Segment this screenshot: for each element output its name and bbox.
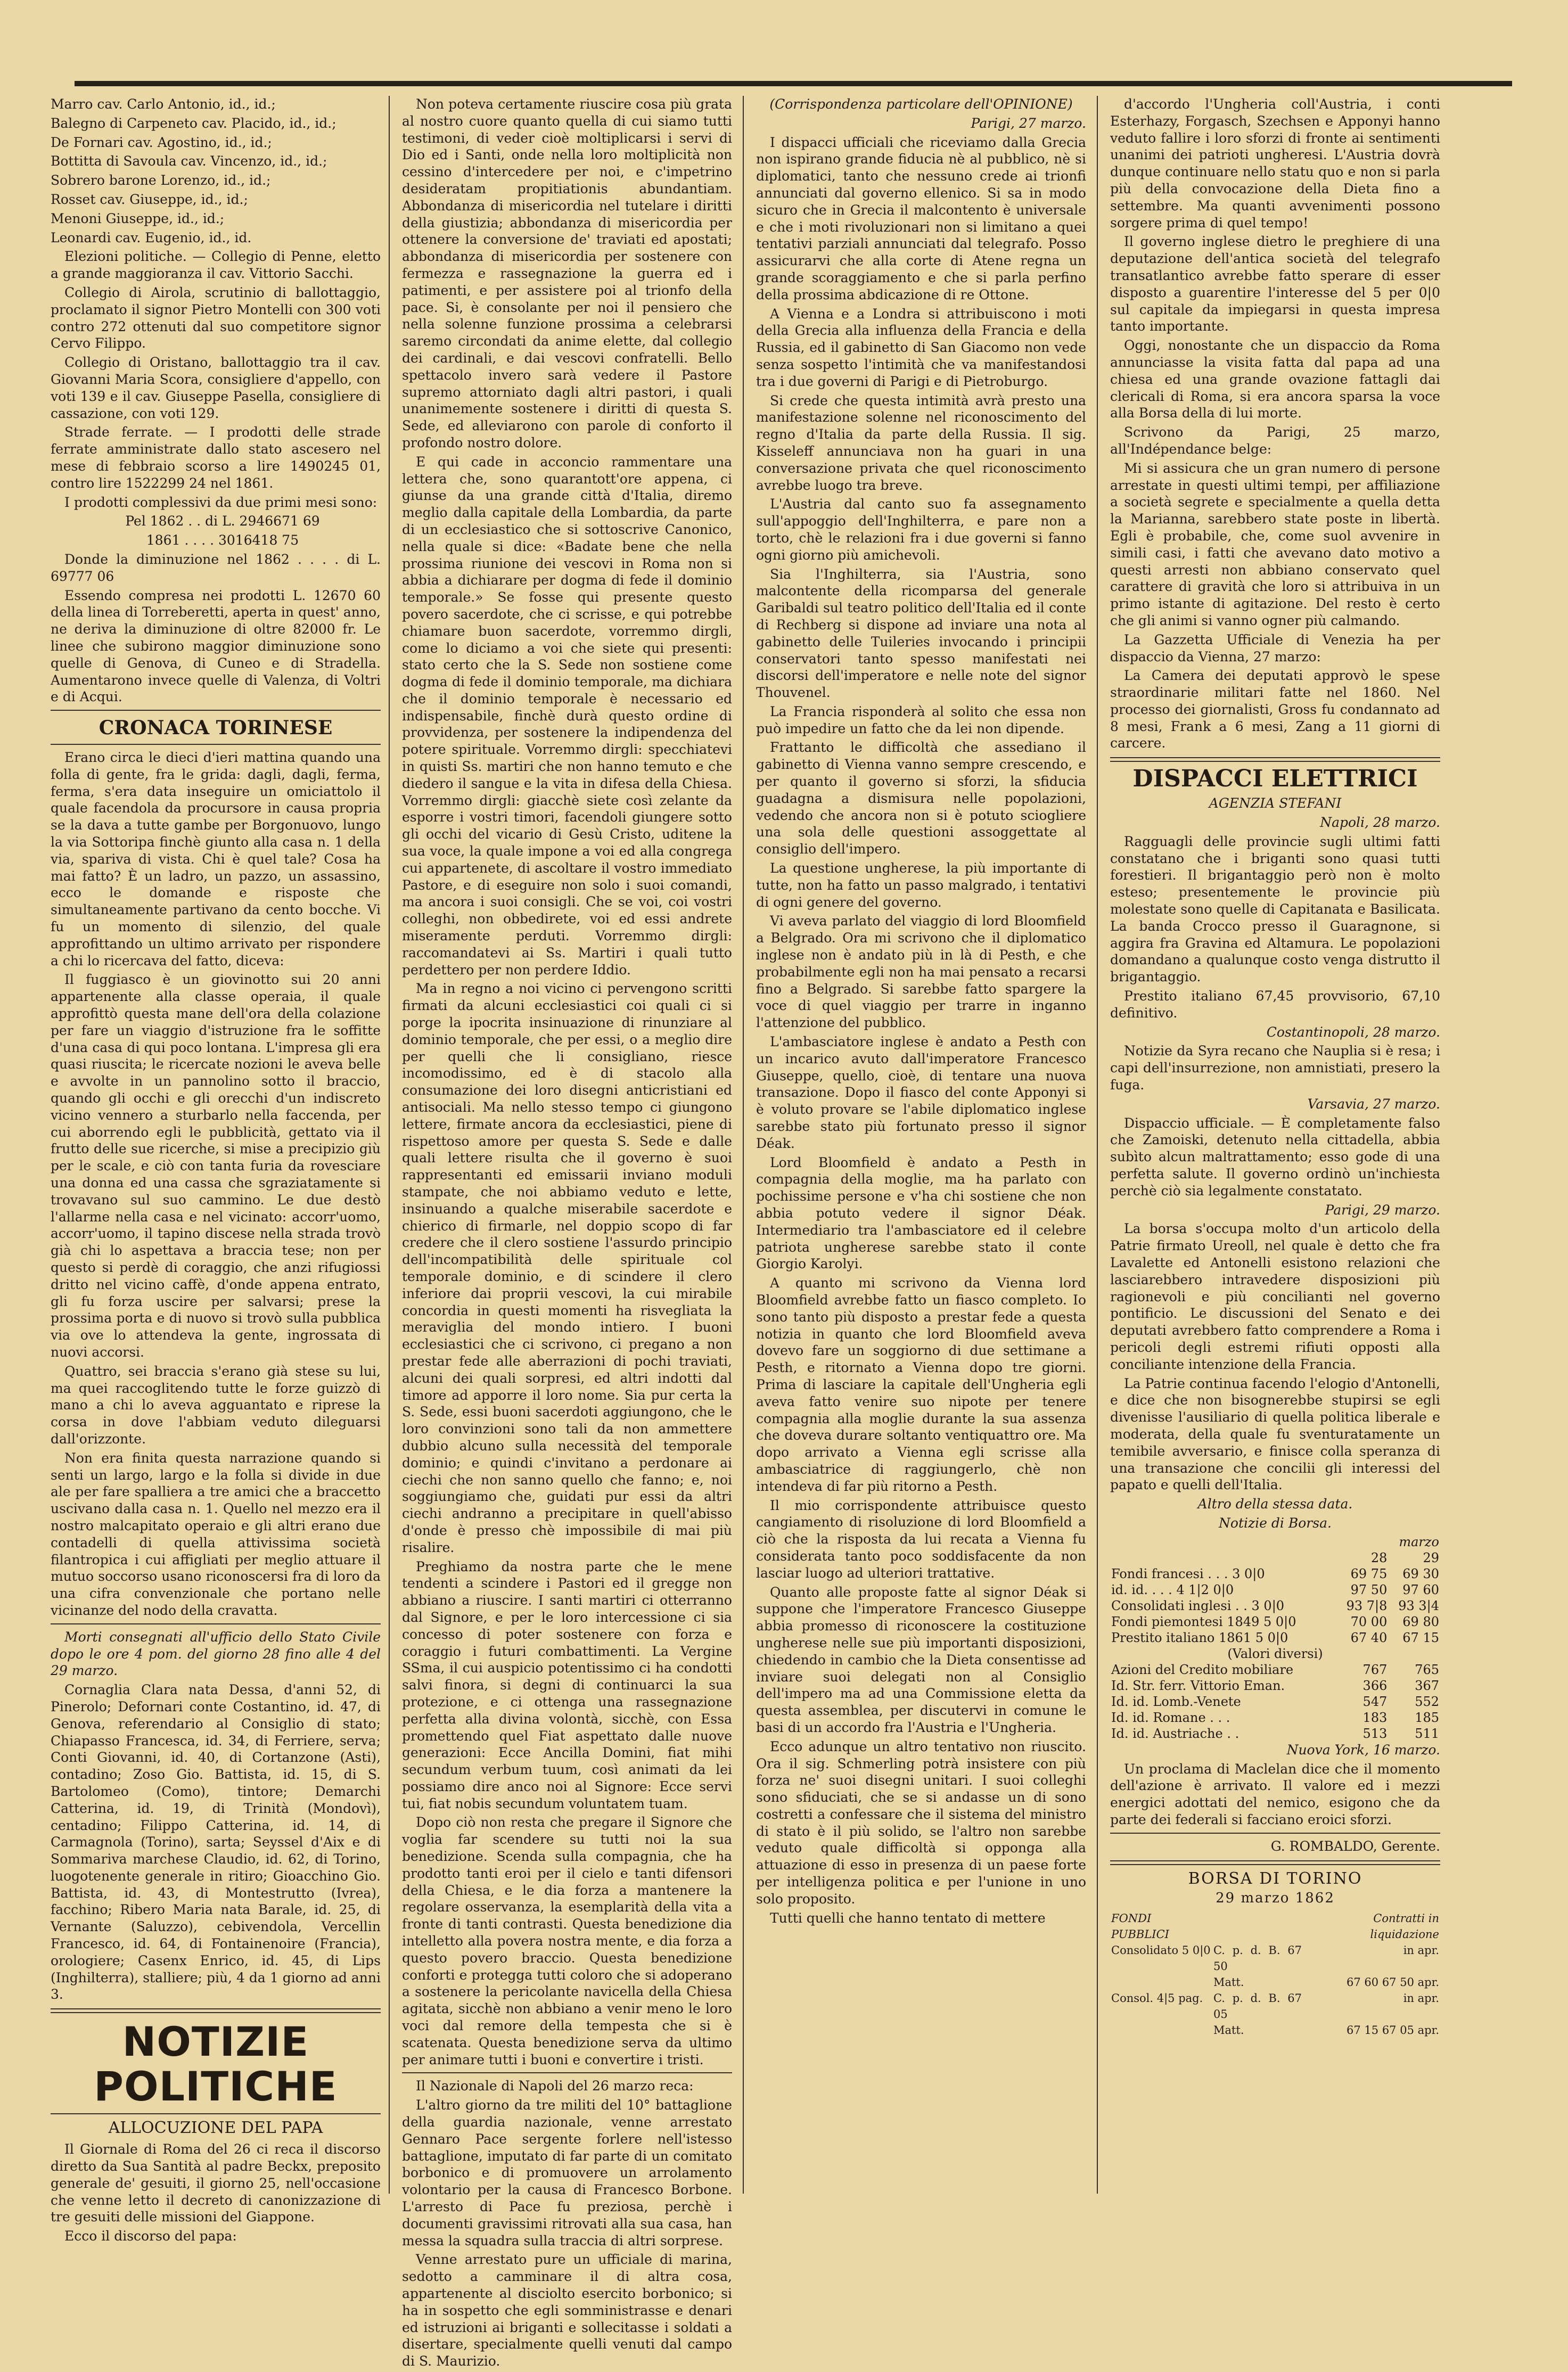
borsa-torino-table — [1110, 1910, 1440, 2038]
corr-paragraph: L'ambasciatore inglese è andato a Pesth con un incarico avuto dall'imperatore Francesco Giuseppe, quello, cioè, di tentare una nuova transazione. Dopo il fiasco del conte Apponyi si è voluto provare se l'abile diplomatico inglese sarebbe stato più fortunato presso il signor Déak. — [756, 1034, 1086, 1151]
table-row — [1110, 1974, 1440, 1990]
corr-paragraph: Il mio corrispondente attribuisce questo cangiamento di risoluzione di lord Bloomfield a ciò che la risposta da lui recata a Vienna fu considerata tanto poco soddisfacente da non lasciar luogo ad ulteriori trattative. — [756, 1497, 1086, 1581]
table-cell: Matt. — [1213, 2024, 1244, 2037]
table-cell: in apr. — [1403, 1944, 1439, 1957]
nazionale-heading: Il Nazionale di Napoli del 26 marzo reca: — [416, 2078, 694, 2094]
table-cell: 67 15 — [1402, 1630, 1439, 1645]
table-row — [1110, 1694, 1440, 1710]
table-cell: 69 80 — [1402, 1614, 1439, 1629]
divider — [51, 1623, 381, 1624]
altro-line: Altro della stessa data. — [1197, 1496, 1353, 1512]
corr-paragraph: La questione ungherese, la più importante di tutte, non ha fatto un passo malgrado, i tentativi di ogni genere del governo. — [756, 860, 1086, 910]
notizie-politiche-title: NOTIZIE POLITICHE — [94, 2018, 338, 2111]
column-separator — [1097, 96, 1098, 2194]
double-divider — [1110, 757, 1440, 762]
table-cell: Id. Str. ferr. Vittorio Eman. — [1111, 1678, 1285, 1693]
corr-paragraph: Ecco adunque un altro tentativo non riuscito. Ora il sig. Schmerling potrà insistere con più forza ne' suoi disegni unitari. I suoi colleghi sono sfiduciati, che se si andasse un di sono costretti a confessare che il sistema del ministro di stato è il più solido, se l'altro non sarebbe veduto quale difficoltà si opponga alla attuazione di esso in presenza di un paese forte per intelligenza politica e per l'unione in uno solo proposito. — [756, 1738, 1086, 1907]
table-cell: 765 — [1415, 1662, 1439, 1677]
dispacci-title: DISPACCI ELETTRICI — [1132, 765, 1418, 793]
borsa-table — [1110, 1534, 1440, 1742]
table-cell: Fondi piemontesi 1849 5 0|0 — [1111, 1614, 1296, 1629]
borsa-torino-title: BORSA DI TORINO — [1188, 1869, 1362, 1888]
list-item: Balegno di Carpeneto cav. Placido, id., id.; — [51, 115, 336, 131]
table-cell: 67 15 67 05 apr. — [1347, 2024, 1439, 2037]
table-cell: 367 — [1415, 1678, 1439, 1693]
table-cell: Prestito italiano 1861 5 0|0 — [1111, 1630, 1288, 1645]
corr-paragraph: Oggi, nonostante che un dispaccio da Roma annunciasse la visita fatta dal papa ad una chiesa ed una grande ovazione fattagli dai clericali di Roma, si era ancora sparsa la voce alla Borsa della di lui morte. — [1110, 338, 1440, 421]
list-item: Sobrero barone Lorenzo, id., id.; — [51, 173, 271, 188]
table-cell: 29 — [1423, 1550, 1439, 1565]
newyork-date: Nuova York, 16 marzo. — [1286, 1742, 1440, 1758]
table-cell: Contratti in liquidazione — [1370, 1912, 1439, 1941]
corr-paragraph: A Vienna e a Londra si attribuiscono i moti della Grecia alla influenza della Francia e della Russia, ed il gabinetto di San Giacomo non vede senza sospetto l'intimità che va manifestandosi tra i due governi di Parigi e di Pietroburgo. — [756, 306, 1086, 389]
table-cell — [1110, 2022, 1212, 2038]
morti-paragraph: Cornaglia Clara nata Dessa, d'anni 52, di Pinerolo; Defornari conte Costantino, id. 47, di Genova, referendario al Consiglio di stato; Chiapasso Francesca, id. 34, di Ferriere, serva; Conti Giovanni, id. 40, di Cortanzone (Asti), contadino; Zoso Gio. Battista, id. 15, di S. Bartolomeo (Como), tintore; Demarchi Catterina, id. 19, di Trinità (Mondovì), centadino; Filippo Catterina, id. 14, di Carmagnola (Torino), sarta; Seyssel d'Aix e di Sommariva marchese Claudio, id. 62, di Torino, luogotenente generale in ritiro; Gioacchino Gio. Battista, id. 43, di Montestrutto (Ivrea), facchino; Ribero Maria nata Barale, id. 25, di Vernante (Saluzzo), cebivendola, Vercellin Francesco, id. 64, di Fontainenoire (Francia), orologiere; Casenx Enrico, id. 45, di Lips (Inghilterra), stalliere; più, 4 da 1 giorno ad anni 3. — [51, 1682, 381, 2002]
table-row — [1110, 1710, 1440, 1726]
column-1 — [51, 96, 381, 2247]
parigi25-paragraph: Mi si assicura che un gran numero di persone arrestate in questi ultimi tempi, per affiliazione a società segrete e specialmente a quella detta la Marianna, sarebbero state poste in libertà. Egli è probabile, che, come suol avvenire in simili casi, i fatti che avevano dato motivo a questi arresti non abbiano conservato quel carattere di gravità che loro si attribuiva in un primo istante di agitazione. Del resto è certo che gli animi si vanno ogner più calmando. — [1110, 460, 1440, 628]
list-item: Leonardi cav. Eugenio, id., id. — [51, 229, 252, 245]
oristano-paragraph: Collegio di Oristano, ballottaggio tra il cav. Giovanni Maria Scora, consigliere d'appello, con voti 139 e il cav. Giuseppe Pasella, consigliere di cassazione, con voti 129. — [51, 355, 381, 421]
table-cell: 183 — [1362, 1710, 1388, 1725]
table-cell: Fondi francesi . . . 3 0|0 — [1111, 1566, 1265, 1581]
table-row — [1110, 1582, 1440, 1598]
table-row — [1110, 1534, 1440, 1550]
table-cell: 97 60 — [1402, 1582, 1439, 1597]
prodotti-paragraph: I prodotti complessivi da due primi mesi sono: — [64, 494, 377, 510]
table-row — [1110, 1726, 1440, 1742]
cronaca-paragraph: Il fuggiasco è un giovinotto sui 20 anni appartenente alla classe operaia, il quale approfittò questa mane dell'ora della colazione per fare un viaggio d'istruzione fra le soffitte d'una casa di qui poco lontana. L'impresa gli era quasi riuscita; le ricercate nozioni le aveva belle e avvolte in un pannolino sotto il braccio, quando gli occhi e gli orecchi d'un indiscreto vicino vennero a sturbarlo nella faccenda, per cui aborrendo egli le pubblicità, gettato via il frutto delle sue ricerche, si mise a precipizio giù per le scale, e ciò con tanta furia da rovesciare una donna ed una cassa che sgraziatamente si trovavano sul suo cammino. Le due destò l'allarme nella casa e nel vicinato: accorr'uomo, accorr'uomo, il tapino discese nella strada trovò già chi lo aspettava a braccia tese; non per questo si perdè di coraggio, che anzi rifugiossi dritto nel vicino caffè, d'onde appena entrato, gli fu forza uscire per salvarsi; prese la prossima porta e di nuovo si trovò sulla pubblica via ove lo attendeva la gente, ingrossata di nuovi accorsi. — [51, 972, 381, 1360]
strade-paragraph: Strade ferrate. — I prodotti delle strade ferrate amministrate dallo stato ascesero nel mese di febbraio scorso a lire 1490245 01, contro lire 1522299 24 nel 1861. — [51, 424, 381, 491]
newyork-paragraph: Un proclama di Maclelan dice che il momento dell'azione è arrivato. Il valore ed i mezzi energici adottati del nemico, esigono che da parte dei federali si facciano eroici sforzi. — [1110, 1761, 1440, 1827]
corr-paragraph: Tutti quelli che hanno tentato di mettere — [770, 1910, 1046, 1926]
table-cell — [1110, 1974, 1212, 1990]
cronaca-title: CRONACA TORINESE — [98, 717, 333, 740]
table-cell: in apr. — [1403, 1992, 1439, 2005]
list-item: De Fornari cav. Agostino, id., id.; — [51, 134, 272, 150]
table-cell: 69 30 — [1402, 1566, 1439, 1581]
table-row — [1110, 1550, 1440, 1566]
table-row — [1110, 1646, 1440, 1662]
column-3 — [756, 96, 1086, 1928]
cronaca-paragraph: Quattro, sei braccia s'erano già stese su lui, ma quei raccoglitendo tutte le forze guizzò di mano a chi lo aveva agguantato e riprese la corsa in dove l'abbiam veduto dileguarsi dall'orizzonte. — [51, 1363, 381, 1447]
divider — [1110, 1833, 1440, 1834]
nazionale-paragraph: L'altro giorno da tre militi del 10° battaglione della guardia nazionale, venne arrestato Gennaro Pace sergente forlere nell'istesso battaglione, imputato di far parte di un comitato borbonico e di promuovere un arrolamento volontario per la causa di Francesco Borbone. L'arresto di Pace fu preziosa, perchè i documenti gravissimi ritrovati alla sua casa, han messa la squadra sulla traccia di altri sorprese. — [402, 2097, 732, 2248]
table-cell: 67 60 67 50 apr. — [1347, 1976, 1439, 1989]
essendo-paragraph: Essendo compresa nei prodotti L. 12670 60 della linea di Torreberetti, aperta in quest' anno, ne deriva la diminuzione di oltre 82000 fr. Le linee che subirono maggior diminuzione sono quelle di Genova, di Cuneo e di Stradella. Aumentarono invece quelle di Valenza, di Voltri e di Acqui. — [51, 587, 381, 705]
column-4 — [1110, 96, 1440, 2038]
table-row — [1110, 1662, 1440, 1678]
table-cell: 511 — [1415, 1726, 1439, 1741]
table-cell: Id. id. Romane . . . — [1111, 1710, 1230, 1725]
nominations-list — [51, 96, 381, 246]
varsavia-paragraph: Dispaccio ufficiale. — È completamente falso che Zamoiski, detenuto nella cittadella, abbia subìto alcun maltrattamento; esso gode di una perfetta salute. Il governo ordinò un'inchiesta perchè ciò sia legalmente constatato. — [1110, 1115, 1440, 1199]
table-cell: (Valori diversi) — [1227, 1646, 1323, 1661]
corr-paragraph: Vi aveva parlato del viaggio di lord Bloomfield a Belgrado. Ora mi scrivono che il diplomatico inglese non è andato più in là di Pesth, e che probabilmente egli non ha mai pensato a recarsi fino a Belgrado. Si sarebbe fatto spargere la voce di quel viaggio per trarre in inganno l'attenzione del pubblico. — [756, 913, 1086, 1031]
list-item: Rosset cav. Giuseppe, id., id.; — [51, 191, 248, 207]
table-row — [1110, 1630, 1440, 1646]
table-row — [1110, 1614, 1440, 1630]
prodotti-1861: 1861 . . . . 3016418 75 — [146, 532, 299, 548]
double-divider — [51, 2008, 381, 2013]
table-row — [1110, 1678, 1440, 1694]
diminuzione-line: Donde la diminuzione nel 1862 . . . . di L. 69777 06 — [51, 551, 381, 584]
borsa-torino-date: 29 marzo 1862 — [1216, 1890, 1335, 1907]
prestito-paragraph: Prestito italiano 67,45 provvisorio, 67,10 definitivo. — [1110, 988, 1440, 1021]
table-cell: 767 — [1362, 1662, 1388, 1677]
table-cell: Id. id. Lomb.-Venete — [1111, 1694, 1241, 1709]
discorso-paragraph: Non poteva certamente riuscire cosa più grata al nostro cuore quanto quella di cui siamo tutti testimoni, di veder cioè moltiplicarsi i servi di Dio ed i Santi, onde nella loro moltiplicità non cessino d'intercedere per noi, e c'impetrino desideratam propitiationis abundantiam. Abbondanza di misericordia nel tutelare i diritti della giustizia; abbondanza di misericordia per ottenere la conversione de' traviati ed apostati; abbondanza di misericordia per sostenere con fermezza e rassegnazione la guerra ed i patimenti, e per assistere poi al trionfo della pace. Si, è consolante per noi il pensiero che nella solenne funzione prossima a celebrarsi saremo circondati da anime elette, dal collegio dei cardinali, e dai vescovi confratelli. Bello spettacolo invero sarà vedere il Pastore supremo attorniato dagli altri pastori, i quali unanimemente sostenere i diritti di questa S. Sede, ed alleviarono con parole di conforto il profondo nostro dolore. — [402, 96, 732, 450]
ecco-line: Ecco il discorso del papa: — [64, 2228, 237, 2244]
column-separator — [743, 96, 744, 2194]
column-separator — [389, 96, 390, 2194]
table-cell: 513 — [1362, 1726, 1388, 1741]
table-cell: Id. id. Austriache . . — [1111, 1726, 1239, 1741]
corr-paragraph: I dispacci ufficiali che riceviamo dalla Grecia non ispirano grande fiducia nè al pubblico, nè si diplomatici, tanto che nessuno crede ai trionfi annunciati dal governo ellenico. Si sa in modo sicuro che in Grecia il malcontento è universale e che i moti rivoluzionari non si limitano a quei tentativi parziali annunciati dal telegrafo. Posso assicurarvi che alla corte di Atene regna un grande scoraggiamento e che si parla perfino della prossima abdicazione di re Ottone. — [756, 134, 1086, 302]
corrispondenza-heading: (Corrispondenza particolare dell'OPINIONE) — [769, 96, 1073, 112]
discorso-paragraph: Dopo ciò non resta che pregare il Signore che voglia far scendere su tutti noi la sua benedizione. Scenda sulla compagnia, che ha prodotto tanti eroi per il cielo e tanti difensori della Chiesa, e le dia forza a mantenere la regolare osservanza, la esemplarità della vita a fronte di tanti contrasti. Questa benedizione dia intelletto alla povera nostra mente, e dia forza a questo povero braccio. Questa benedizione conforti e protegga tutti coloro che si adoperano a sostenere la pericolante navicella della Chiesa agitata, sicchè non abbiano a venir meno le loro voci dal remore della tempesta che si è scatenata. Questa benedizione serva da ultimo per animare tutti i buoni e convertire i tristi. — [402, 1815, 732, 2067]
table-cell: Azioni del Credito mobiliare — [1111, 1662, 1294, 1677]
discorso-paragraph: Preghiamo da nostra parte che le mene tendenti a scindere i Pastori ed il gregge non abbiano a riuscire. I santi martiri ci otterranno dal Signore, e per le loro intercessione ci sia concesso di poter sostenere con forza e coraggio i futuri combattimenti. La Vergine SSma, il cui auspicio potentissimo ci ha condotti salvi finora, si degni di continuarci la sua protezione, e ci ottenga una rassegnazione perfetta alla divina volontà, sicchè, con Essa promettendo quel Fiat aspettato dalle nuove generazioni: Ecce Ancilla Domini, fiat mihi secundum verbum tuum, così animati da lei possiamo dire anco noi al Signore: Ecce servi tui, fiat nobis secundum voluntatem tuam. — [402, 1558, 732, 1811]
airola-paragraph: Collegio di Airola, scrutinio di ballottaggio, proclamato il signor Pietro Montelli con 300 voti contro 272 ottenuti dal suo competitore signor Cervo Filippo. — [51, 284, 381, 351]
corr-paragraph: Frattanto le difficoltà che assediano il gabinetto di Vienna vanno sempre crescendo, e per quanto il governo si sforzi, la sfiducia guadagna a dismisura nelle popolazioni, vedendo che ancora non si è potuto sciogliere una sola delle questioni assoggettate al consiglio dell'impero. — [756, 740, 1086, 857]
corr-paragraph: Sia l'Inghilterra, sia l'Austria, sono malcontente della ricomparsa del generale Garibaldi sul teatro politico dell'Italia ed il conte di Rechberg si dispone ad inviare una nota al gabinetto delle Tuileries invocando i principii conservatori tanto spesso manifestati nei discorsi dell'imperatore e nelle note del signor Thouvenel. — [756, 566, 1086, 701]
table-cell: Consol. 4|5 pag. — [1111, 1992, 1203, 2005]
corr-paragraph: L'Austria dal canto suo fa assegnamento sull'appoggio dell'Inghilterra, e pare non a torto, chè le relazioni fra i due governi si fanno ogni giorno più amichevoli. — [756, 496, 1086, 563]
table-row — [1110, 1910, 1440, 1942]
varsavia-date: Varsavia, 27 marzo. — [1307, 1096, 1440, 1112]
table-cell: 69 75 — [1350, 1566, 1388, 1581]
allocuzione-paragraph: Il Giornale di Roma del 26 ci reca il discorso diretto da Sua Santità al padre Beckx, preposito generale de' gesuiti, il giorno 25, nell'occasione che venne letto il decreto di canonizzazione di tre gesuiti delle missioni del Giappone. — [51, 2141, 381, 2225]
nazionale-paragraph: Venne arrestato pure un ufficiale di marina, sedotto a camminare il di altra cosa, appartenente al disciolto esercito borbonico; si ha in sospetto che egli somministrasse e denari ed istruzioni ai briganti e sollecitasse i soldati a disertare, specialmente quelli venuti dal campo di S. Maurizio. — [402, 2252, 732, 2369]
napoli-date: Napoli, 28 marzo. — [1320, 815, 1440, 831]
table-cell: 185 — [1415, 1710, 1439, 1725]
cronaca-paragraph: Non era finita questa narrazione quando si senti un largo, largo e la folla si divide in due ale per fare spalliera a tre amici che a braccetto uscivano dalla casa n. 1. Quello nel mezzo era il nostro malcapitato operaio e gli altri erano due contadelli di quella attivissima società filantropica i cui affigliati per meglio attuare il mutuo soccorso usano riconoscersi fra di loro da una cifra convenzionale che portano nelle vicinanze del nodo della cravatta. — [51, 1450, 381, 1618]
corr-paragraph: Quanto alle proposte fatte al signor Déak si suppone che l'imperatore Francesco Giuseppe abbia promesso di riconoscere la costituzione ungherese nelle sue più importanti disposizioni, chiedendo in cambio che la Dieta consentisse ad inviare suoi delegati non al Consiglio dell'impero ma ad una Commissione eletta da questa assemblea, per discutervi in comune le basi di un accordo fra l'Austria e l'Ungheria. — [756, 1584, 1086, 1735]
table-cell: 67 40 — [1350, 1630, 1388, 1645]
table-row — [1110, 1598, 1440, 1614]
corr-paragraph: d'accordo l'Ungheria coll'Austria, i conti Esterhazy, Forgasch, Szechsen e Apponyi hanno veduto fallire i loro sforzi di fronte ai sentimenti unanimi dei patrioti ungheresi. L'Austria dovrà dunque continuare nello statu quo e non si parla più della convocazione della Dieta fino a settembre. Ma quanti avvenimenti possono sorgere prima di quel tempo! — [1110, 96, 1440, 231]
table-cell: 552 — [1415, 1694, 1439, 1709]
list-item: Bottitta di Savoula cav. Vincenzo, id., id.; — [51, 153, 327, 169]
double-divider — [1110, 1860, 1440, 1865]
parigi29-date: Parigi, 29 marzo. — [1325, 1202, 1440, 1218]
divider — [402, 2072, 732, 2073]
corr-paragraph: A quanto mi scrivono da Vienna lord Bloomfield avrebbe fatto un fiasco completo. Io sono tanto più disposto a prestar fede a questa notizia in quanto che lord Bloomfield aveva dovevo fare un soggiorno di due settimane a Pesth, e ritornato a Vienna dopo tre giorni. Prima di lasciare la capitale dell'Ungheria egli aveva fatto venire suo nipote per tenere compagnia alla moglie durante la sua assenza che doveva durare soltanto ventiquattro ore. Ma dopo arrivato a Vienna egli scrisse alla ambasciatrice di raggiungerlo, chè non intendeva di far più ritorno a Pesth. — [756, 1275, 1086, 1494]
costantinopoli-paragraph: Notizie da Syra recano che Nauplia si è resa; i capi dell'insurrezione, non amnistiati, presero la fuga. — [1110, 1043, 1440, 1093]
list-item: Marro cav. Carlo Antonio, id., id.; — [51, 96, 276, 112]
table-cell: 93 3|4 — [1398, 1598, 1439, 1613]
gazzetta-heading: La Gazzetta Ufficiale di Venezia ha per dispaccio da Vienna, 27 marzo: — [1110, 631, 1440, 664]
prodotti-1862: Pel 1862 . . di L. 2946671 69 — [125, 513, 320, 529]
table-cell: 28 — [1370, 1550, 1388, 1565]
gerente-line: G. ROMBALDO, Gerente. — [1270, 1838, 1440, 1854]
dispacci-subtitle: AGENZIA STEFANI — [1209, 795, 1342, 811]
column-2 — [402, 96, 732, 2372]
table-cell: marzo — [1399, 1534, 1439, 1549]
table-cell: FONDI PUBBLICI — [1111, 1912, 1169, 1941]
elezioni-paragraph: Elezioni politiche. — Collegio di Penne, eletto a grande maggioranza il cav. Vittorio Sacchi. — [51, 249, 381, 282]
table-row — [1110, 1566, 1440, 1582]
divider — [51, 710, 381, 711]
corrispondenza-date: Parigi, 27 marzo. — [971, 115, 1086, 131]
table-cell: 97 50 — [1350, 1582, 1388, 1597]
table-cell: Matt. — [1213, 1976, 1244, 1989]
table-cell: 547 — [1362, 1694, 1388, 1709]
table-row — [1110, 2022, 1440, 2038]
parigi29-paragraph: La borsa s'occupa molto d'un articolo della Patrie firmato Ureoll, nel quale è detto che fra Lavalette ed Antonelli esistono relazioni che lasciarebbero intravedere disposizioni più ragionevoli e più concilianti nel governo pontificio. Le discussioni del Senato e dei deputati avrebbero fatto comprendere a Roma i pericoli degli estremi rifiuti opposti alla conciliante intenzione della Francia. — [1110, 1221, 1440, 1372]
table-cell: 70 00 — [1350, 1614, 1388, 1629]
top-rule — [75, 81, 1512, 86]
divider — [51, 2113, 381, 2114]
table-cell: id. id. . . . 4 1|2 0|0 — [1111, 1582, 1234, 1597]
morti-heading: Morti consegnati all'ufficio dello Stato Civile dopo le ore 4 pom. del giorno 28 fino alle 4 del 29 marzo. — [51, 1629, 381, 1679]
list-item: Menoni Giuseppe, id., id.; — [51, 210, 225, 226]
gazzetta-paragraph: La Camera dei deputati approvò le spese straordinarie militari fatte nel 1860. Nel processo dei giornalisti, Gross fu condannato ad 8 mesi, Frank a 6 mesi, Zang a 11 giorni di carcere. — [1110, 668, 1440, 751]
corr-paragraph: Il governo inglese dietro le preghiere di una deputazione dell'antica società del telegrafo transatlantico avrebbe fatto sperare di esser disposto a guarentire l'interesse del 5 per 0|0 sul capitale da impiegarsi in questa impresa tanto importante. — [1110, 234, 1440, 334]
table-row — [1110, 1942, 1440, 1974]
parigi25-heading: Scrivono da Parigi, 25 marzo, all'Indépendance belge: — [1110, 424, 1440, 457]
table-cell: 366 — [1362, 1678, 1388, 1693]
discorso-paragraph: Ma in regno a noi vicino ci pervengono scritti firmati da alcuni ecclesiastici coi quali ci si porge la ipocrita insinuazione di rinunziare al dominio temporale, che per essi, o a meglio dire per quelli che li consigliano, riesce incomodissimo, ed è di stacolo alla consumazione dei loro disegni anticristiani ed antisociali. Ma nello stesso tempo ci giungono lettere, firmate ancora da ecclesiastici, piene di rispettoso amore per questa S. Sede e dalle quali lettere risulta che il governo è suoi rappresentanti ed emissarii inviano moduli stampate, che noi abbiamo veduto e lette, insinuando a qualche miserabile sacerdote e chierico di firmarle, nel doppio scopo di far credere che il clero sostiene l'assurdo principio dell'incompatibilità delle spirituale col temporale dominio, e di scindere il clero inferiore dai proprii vescovi, la cui mirabile concordia in questi momenti ha risvegliata la meraviglia del mondo intiero. I buoni ecclesiastici che ci scrivono, ci pregano a non prestar fede alle aberrazioni di pochi traviati, alcuni dei quali sorpresi, ed altri indotti dal timore ad apporre il loro nome. Sia pur certa la S. Sede, essi buoni sacerdoti aggiungono, che le loro convinzioni sono tali da non ammettere dubbio alcuno sulla necessità del temporale dominio; e quindi c'invitano a perdonare ai ciechi che non sanno quello che fanno; e, noi soggiungiamo che, guidati pur essi da altri ciechi andranno a precipitare in quell'abisso d'onde è presso chè impossibile di mai più risalire. — [402, 981, 732, 1555]
corr-paragraph: Lord Bloomfield è andato a Pesth in compagnia della moglie, ma ha parlato con pochissime persone e v'ha chi sostiene che non abbia potuto vedere il signor Déak. Intermediario tra l'ambasciatore ed il celebre patriota ungherese sarebbe stato il conte Giorgio Karolyi. — [756, 1154, 1086, 1272]
discorso-paragraph: E qui cade in acconcio rammentare una lettera che, sono quarantott'ore appena, ci giunse da una grande città d'Italia, diremo meglio dalla capitale della Lombardia, da parte di un ecclesiastico che si sottoscrive Canonico, nella quale si dice: «Badate bene che nella prossima riunione dei vescovi in Roma non si abbia a dichiarare per dogma di fede il dominio temporale.» Se fosse qui presente questo povero sacerdote, che ci scrisse, e qui potrebbe chiamare buon sacerdote, vorremmo dirgli, come lo diciamo a voi che siete qui presenti: stato certo che la S. Sede non sostiene come dogma di fede il dominio temporale, ma dichiara che il dominio temporale è necessario ed indispensabile, finchè durà questo ordine di provvidenza, per sostenere la indipendenza del potere spirituale. Vorremmo dirgli: specchiatevi in quisti Ss. martiri che non hanno temuto e che diedero il sangue e la vita in difesa della Chiesa. Vorremmo dirgli: giacchè siete così zelante da esporre i vostri timori, facendoli giungere sotto gli occhi del vicario di Gesù Cristo, uditene la sua voce, la quale impone a voi ed alla congrega cui appartenete, di ascoltare il vostro immediato Pastore, e di eseguire non solo i suoi comandi, ma ancora i suoi consigli. Che se voi, coi vostri colleghi, non obbedirete, voi ed essi andrete miseramente perduti. Vorremmo dirgli: raccomandatevi ai Ss. Martiri i quali tutto perdettero per non perdere Iddio. — [402, 454, 732, 978]
cronaca-paragraph: Erano circa le dieci d'ieri mattina quando una folla di gente, fra le grida: dagli, dagli, ferma, ferma, s'era data inseguire un omiciattolo il quale facendola da procursore in causa propria se la dava a tutte gambe per Borgonuovo, lungo la via Sottoripa finchè giunto alla casa n. 1 della via, spariva di vista. Chi è quel tale? Cosa ha mai fatto? È un ladro, un pazzo, un assassino, ecco le domande e risposte che simultaneamente partivano da cento bocche. Vi fu un momento di silenzio, del quale approfittando un ultimo arrivato per rispondere a chi lo ricercava del fatto, diceva: — [51, 750, 381, 969]
napoli-paragraph: Ragguagli delle provincie sugli ultimi fatti constatano che i briganti sono quasi tutti forestieri. Il brigantaggio però non è molto esteso; presentemente le provincie più molestate sono quelle di Capitanata e Basilicata. La banda Crocco presso il Guaragnone, si aggira fra Gravina ed Altamura. Le popolazioni domandano a qualunque costo venga distrutto il brigantaggio. — [1110, 833, 1440, 985]
table-cell: 93 7|8 — [1346, 1598, 1388, 1613]
table-cell: C. p. d. B. 67 05 — [1213, 1992, 1302, 2021]
costantinopoli-date: Costantinopoli, 28 marzo. — [1266, 1024, 1440, 1040]
table-row — [1110, 1990, 1440, 2022]
corr-paragraph: Si crede che questa intimità avrà presto una manifestazione solenne nel riconoscimento del regno d'Italia da parte della Russia. Il sig. Kisseleff annunciava non ha guari in una conversazione privata che quel riconoscimento avrebbe luogo tra breve. — [756, 392, 1086, 493]
table-cell: Consolidati inglesi . . 3 0|0 — [1111, 1598, 1285, 1613]
corr-paragraph: La Francia risponderà al solito che essa non può impedire un fatto che da lei non dipende. — [756, 703, 1086, 736]
divider — [51, 744, 381, 745]
table-cell: C. p. d. B. 67 50 — [1213, 1944, 1302, 1973]
table-cell: Consolidato 5 0|0 — [1111, 1944, 1211, 1957]
allocuzione-title: ALLOCUZIONE DEL PAPA — [108, 2119, 323, 2138]
patrie-paragraph: La Patrie continua facendo l'elogio d'Antonelli, e dice che non bisognerebbe stupirsi se egli divenisse l'ausiliario di quella politica liberale e moderata, della quale fu sventuratamente un temibile avversario, e finisce colla speranza di una transazione che concilii gli interessi del papato e quelli dell'Italia. — [1110, 1375, 1440, 1493]
borsa-label: Notizie di Borsa. — [1219, 1515, 1332, 1531]
